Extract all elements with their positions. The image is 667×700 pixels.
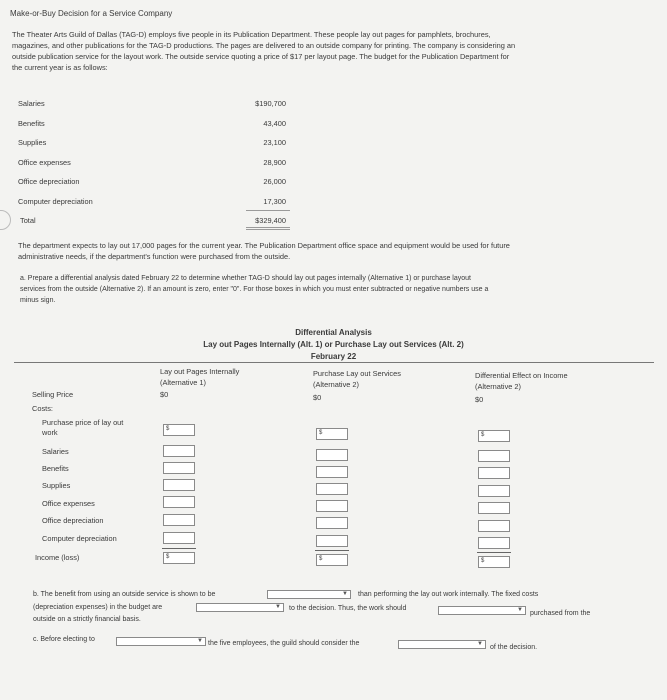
part-b-text-2: than performing the lay out work internally. The fixed costs [358, 591, 539, 598]
before-electing-dropdown[interactable] [116, 637, 206, 646]
diff-salaries-input[interactable] [478, 450, 510, 462]
page-title: Make-or-Buy Decision for a Service Company [10, 9, 173, 18]
budget-label: Office expenses [18, 157, 71, 167]
alt2-office-expenses-input[interactable] [316, 500, 348, 512]
row-label-computer-depreciation: Computer depreciation [42, 534, 117, 543]
col-header-differential [475, 370, 568, 392]
col-header-line: (Alternative 2) [475, 382, 522, 391]
subtotal-rule [477, 552, 511, 553]
dollar-sign: $ [319, 430, 323, 436]
intro-line: The Theater Arts Guild of Dallas (TAG-D) employs five people in its Publication Department. These people lay out pages for pamphlets, brochures, [12, 30, 491, 39]
costs-label: Costs: [32, 404, 53, 413]
col-header-line: (Alternative 2) [313, 380, 360, 389]
diff-purchase-price-input[interactable] [478, 430, 510, 442]
chevron-down-icon: ▼ [275, 604, 281, 610]
dollar-sign: $ [166, 426, 170, 432]
total-double-rule [246, 227, 290, 228]
instruction-line: a. Prepare a differential analysis dated February 22 to determine whether TAG-D should lay out pages internally (Alternative 1) or purchase layout [20, 275, 471, 282]
diff-supplies-input[interactable] [478, 485, 510, 497]
work-decision-dropdown[interactable] [438, 606, 526, 615]
col-header-alt1 [160, 366, 239, 388]
diff-income-input[interactable] [478, 556, 510, 568]
budget-label: Salaries [18, 99, 45, 108]
budget-value: 17,300 [263, 196, 286, 206]
budget-label: Supplies [18, 138, 47, 147]
row-label-purchase-price [42, 418, 142, 438]
part-c-text-2: the five employees, the guild should consider the [208, 640, 360, 647]
alt2-office-depreciation-input[interactable] [316, 517, 348, 529]
consider-dropdown[interactable] [398, 640, 486, 649]
alt1-office-expenses-input[interactable] [163, 496, 195, 508]
subtotal-rule [315, 550, 349, 551]
alt2-income-input[interactable] [316, 554, 348, 566]
part-b-text-3: (depreciation expenses) in the budget are [33, 604, 163, 611]
row-label-office-depreciation: Office depreciation [42, 516, 104, 525]
col1-inputs [163, 424, 195, 441]
budget-label: Benefits [18, 118, 45, 128]
intro-line: outside publication service for the layout work. The outside service quoting a price of $17 per layout page. The budget for the Publication Department for [12, 52, 510, 61]
budget-label: Computer depreciation [18, 196, 93, 206]
analysis-heading: Differential Analysis [295, 328, 372, 337]
benefit-dropdown[interactable] [267, 590, 351, 599]
budget-row [18, 98, 290, 118]
header-rule [14, 362, 654, 363]
alt1-supplies-input[interactable] [163, 479, 195, 491]
alt1-salaries-input[interactable] [163, 445, 195, 457]
dollar-sign: $ [319, 556, 323, 562]
analysis-date: February 22 [310, 352, 357, 361]
part-b-text-1: b. The benefit from using an outside service is shown to be [33, 591, 216, 598]
budget-label: Office depreciation [18, 177, 80, 186]
diff-office-expenses-input[interactable] [478, 502, 510, 514]
row-label-supplies: Supplies [42, 481, 71, 490]
diff-office-depreciation-input[interactable] [478, 520, 510, 532]
part-c-text-1: c. Before electing to [33, 636, 95, 643]
selling-price-alt2: $0 [313, 393, 322, 402]
diff-benefits-input[interactable] [478, 467, 510, 479]
col-header-line: Purchase Lay out Services [313, 369, 401, 378]
budget-row [18, 196, 290, 216]
alt1-computer-depreciation-input[interactable] [163, 532, 195, 544]
intro-line: the current year is as follows: [12, 63, 108, 72]
alt2-computer-depreciation-input[interactable] [316, 535, 348, 547]
chevron-down-icon: ▼ [342, 591, 348, 597]
budget-value: $190,700 [255, 99, 286, 108]
dollar-sign: $ [481, 432, 485, 438]
row-label-office-expenses: Office expenses [42, 499, 95, 508]
chevron-down-icon: ▼ [477, 641, 483, 647]
selling-price-alt1: $0 [160, 390, 169, 399]
budget-row [18, 157, 290, 177]
total-rule [246, 210, 290, 211]
budget-total-label: Total [20, 216, 36, 225]
alt2-supplies-input[interactable] [316, 483, 348, 495]
chevron-down-icon: ▼ [197, 638, 203, 644]
intro-line: magazines, and other publications for the TAG-D productions. The pages are delivered to an outside company for printing. The company is considering an [12, 41, 516, 50]
paragraph-line: administrative needs, if the department's function were purchased from the outside. [18, 252, 291, 261]
intro-paragraph [12, 29, 662, 73]
subtotal-rule [162, 548, 196, 549]
alt1-purchase-price-input[interactable] [163, 424, 195, 436]
budget-row [18, 176, 290, 196]
instruction-line: services from the outside (Alternative 2). If an amount is zero, enter "0". For those boxes in which you must enter subtracted or negative numbers use a [20, 286, 489, 293]
diff-computer-depreciation-input[interactable] [478, 537, 510, 549]
department-paragraph [18, 240, 658, 262]
chevron-down-icon: ▼ [517, 607, 523, 613]
dollar-sign: $ [166, 554, 170, 560]
dollar-sign: $ [481, 558, 485, 564]
row-marker-icon [0, 210, 11, 230]
alt2-benefits-input[interactable] [316, 466, 348, 478]
income-loss-label: Income (loss) [35, 553, 80, 562]
fixed-costs-dropdown[interactable] [196, 603, 284, 612]
col-header-line: (Alternative 1) [160, 378, 207, 387]
paragraph-line: The department expects to lay out 17,000 pages for the current year. The Publication Department office space and equipment would be used for future [18, 241, 510, 250]
part-b-text-5: purchased from the [530, 610, 591, 617]
selling-price-differential: $0 [475, 395, 484, 404]
selling-price-label: Selling Price [32, 390, 74, 399]
budget-value: 23,100 [263, 138, 286, 147]
analysis-subheading: Lay out Pages Internally (Alt. 1) or Purchase Lay out Services (Alt. 2) [203, 340, 464, 349]
total-double-rule [246, 229, 290, 230]
alt1-income-input[interactable] [163, 552, 195, 564]
part-b-text-6: outside on a strictly financial basis. [33, 616, 141, 623]
row-label-line: work [42, 428, 58, 437]
alt1-benefits-input[interactable] [163, 462, 195, 474]
col-header-line: Lay out Pages Internally [160, 367, 240, 376]
alt2-purchase-price-input[interactable] [316, 428, 348, 440]
part-c-text-3: of the decision. [490, 644, 538, 651]
budget-value: 28,900 [263, 157, 286, 167]
budget-value: 43,400 [263, 118, 286, 128]
budget-value: 26,000 [263, 177, 286, 186]
part-b-text-4: to the decision. Thus, the work should [289, 605, 407, 612]
budget-table [18, 98, 290, 215]
part-a-instructions [14, 273, 662, 309]
alt2-salaries-input[interactable] [316, 449, 348, 461]
col-header-alt2 [313, 368, 401, 390]
row-label-line: Purchase price of lay out [42, 418, 124, 427]
budget-row [18, 118, 290, 138]
row-label-benefits: Benefits [42, 464, 69, 473]
budget-row [18, 137, 290, 157]
row-label-salaries: Salaries [42, 447, 69, 456]
alt1-office-depreciation-input[interactable] [163, 514, 195, 526]
col-header-line: Differential Effect on Income [475, 371, 568, 380]
budget-total-value: $329,400 [255, 216, 286, 225]
instruction-line: minus sign. [20, 297, 56, 304]
